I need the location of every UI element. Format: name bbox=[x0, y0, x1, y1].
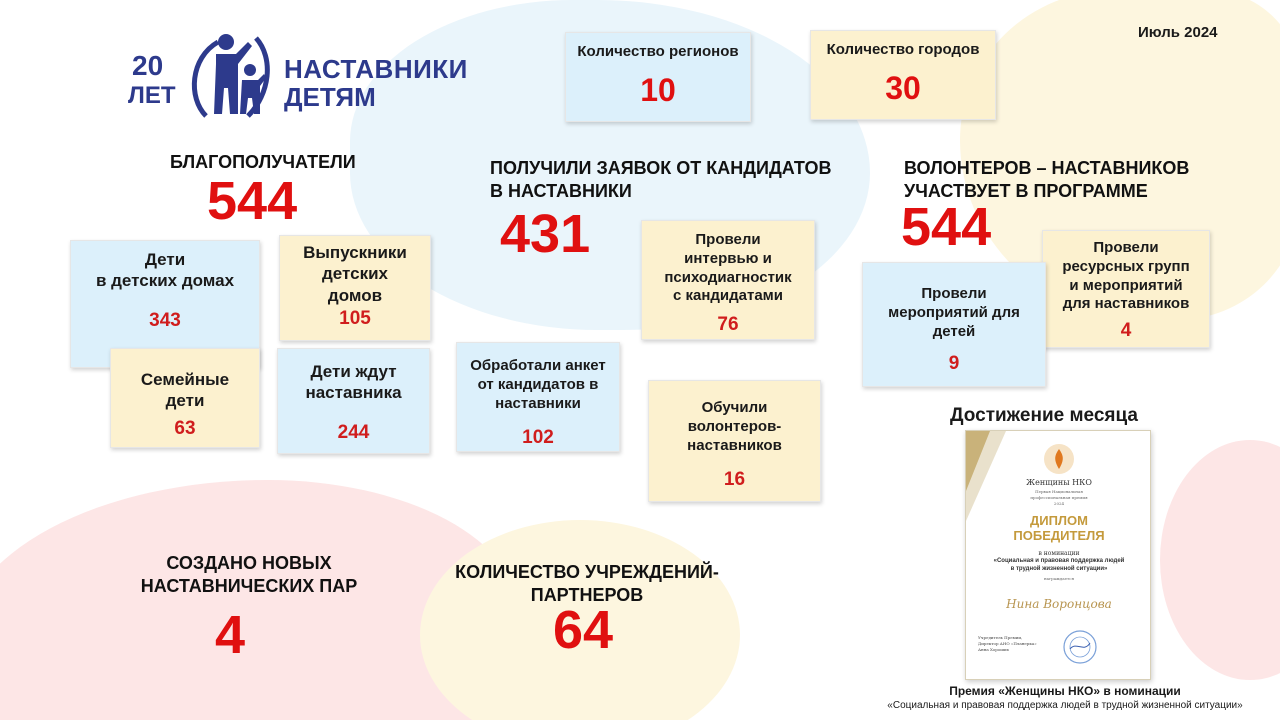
logo-number: 20 bbox=[132, 50, 164, 81]
regions-label: Количество регионов bbox=[577, 43, 739, 60]
family-children-value: 63 bbox=[174, 417, 196, 439]
mentor-child-icon bbox=[178, 28, 278, 123]
report-date: Июль 2024 bbox=[1138, 24, 1218, 41]
partners-value: 64 bbox=[553, 600, 614, 660]
cities-card bbox=[810, 30, 996, 120]
interviews-card: Провели интервью и психодиагностик с кандидатами 76 bbox=[641, 220, 815, 340]
logo bbox=[128, 28, 468, 123]
resource-groups-value: 4 bbox=[1120, 320, 1132, 341]
waiting-children-card: Дети ждут наставника 244 bbox=[277, 348, 430, 454]
cities-value: 30 bbox=[885, 69, 921, 106]
logo-years: ЛЕТ bbox=[128, 82, 176, 109]
children-homes-card: Дети в детских домах 343 bbox=[70, 240, 260, 368]
achievement-caption: Премия «Женщины НКО» в номинации «Социальная и правовая поддержка людей в трудной жизненной ситуации» bbox=[887, 684, 1243, 711]
beneficiaries-value: 544 bbox=[207, 171, 298, 231]
diploma-recipient-name: Нина Воронцова bbox=[1006, 597, 1112, 611]
achievement-title: Достижение месяца bbox=[950, 405, 1138, 426]
trained-value: 16 bbox=[723, 469, 746, 491]
applications-title: ПОЛУЧИЛИ ЗАЯВОК ОТ КАНДИДАТОВ В НАСТАВНИКИ bbox=[490, 158, 832, 201]
processed-value: 102 bbox=[522, 427, 554, 449]
child-events-value: 9 bbox=[948, 353, 960, 375]
graduates-card: Выпускники детских домов 105 bbox=[279, 235, 431, 341]
graduates-value: 105 bbox=[339, 307, 371, 329]
trained-card: Обучили волонтеров- наставников 16 bbox=[648, 380, 821, 502]
regions-card bbox=[565, 32, 751, 122]
processed-card: Обработали анкет от кандидатов в наставники 102 bbox=[456, 342, 620, 452]
waiting-children-value: 244 bbox=[337, 421, 370, 443]
diploma-image: Женщины НКО Первая Национальная профессиональная премия 2024 ДИПЛОМ ПОБЕДИТЕЛЯ в номинации «Социальная и правовая поддержка людей в трудной жизненной ситуации» награждается Нина Воронцова Учредитель Премии, Директор АНО «Планерка» Анна Хороших bbox=[965, 430, 1151, 680]
applications-value: 431 bbox=[500, 204, 591, 264]
background-blob-pink-right bbox=[1160, 440, 1280, 680]
diploma-seal-stamp bbox=[1062, 629, 1098, 665]
partners-title: КОЛИЧЕСТВО УЧРЕЖДЕНИЙ- ПАРТНЕРОВ bbox=[455, 562, 719, 605]
child-events-card: Провели мероприятий для детей 9 bbox=[862, 262, 1046, 387]
interviews-value: 76 bbox=[717, 314, 739, 335]
award-flame-icon bbox=[1043, 443, 1075, 475]
pairs-title: СОЗДАНО НОВЫХ НАСТАВНИЧЕСКИХ ПАР bbox=[140, 553, 358, 596]
resource-groups-card: Провели ресурсных групп и мероприятий для наставников 4 bbox=[1042, 230, 1210, 348]
logo-line1: НАСТАВНИКИ bbox=[284, 54, 468, 84]
diploma-heading: ДИПЛОМ bbox=[1029, 513, 1088, 528]
regions-value: 10 bbox=[640, 71, 676, 108]
diploma-org: Женщины НКО bbox=[1026, 478, 1092, 487]
family-children-card: Семейные дети 63 bbox=[110, 348, 260, 448]
volunteers-value: 544 bbox=[901, 197, 992, 257]
cities-label: Количество городов bbox=[826, 41, 980, 58]
children-homes-value: 343 bbox=[149, 309, 181, 331]
pairs-value: 4 bbox=[215, 605, 246, 665]
volunteers-title: ВОЛОНТЕРОВ – НАСТАВНИКОВ УЧАСТВУЕТ В ПРОГРАММЕ bbox=[904, 158, 1190, 201]
logo-line2: ДЕТЯМ bbox=[284, 82, 376, 112]
beneficiaries-title: БЛАГОПОЛУЧАТЕЛИ bbox=[170, 152, 356, 172]
